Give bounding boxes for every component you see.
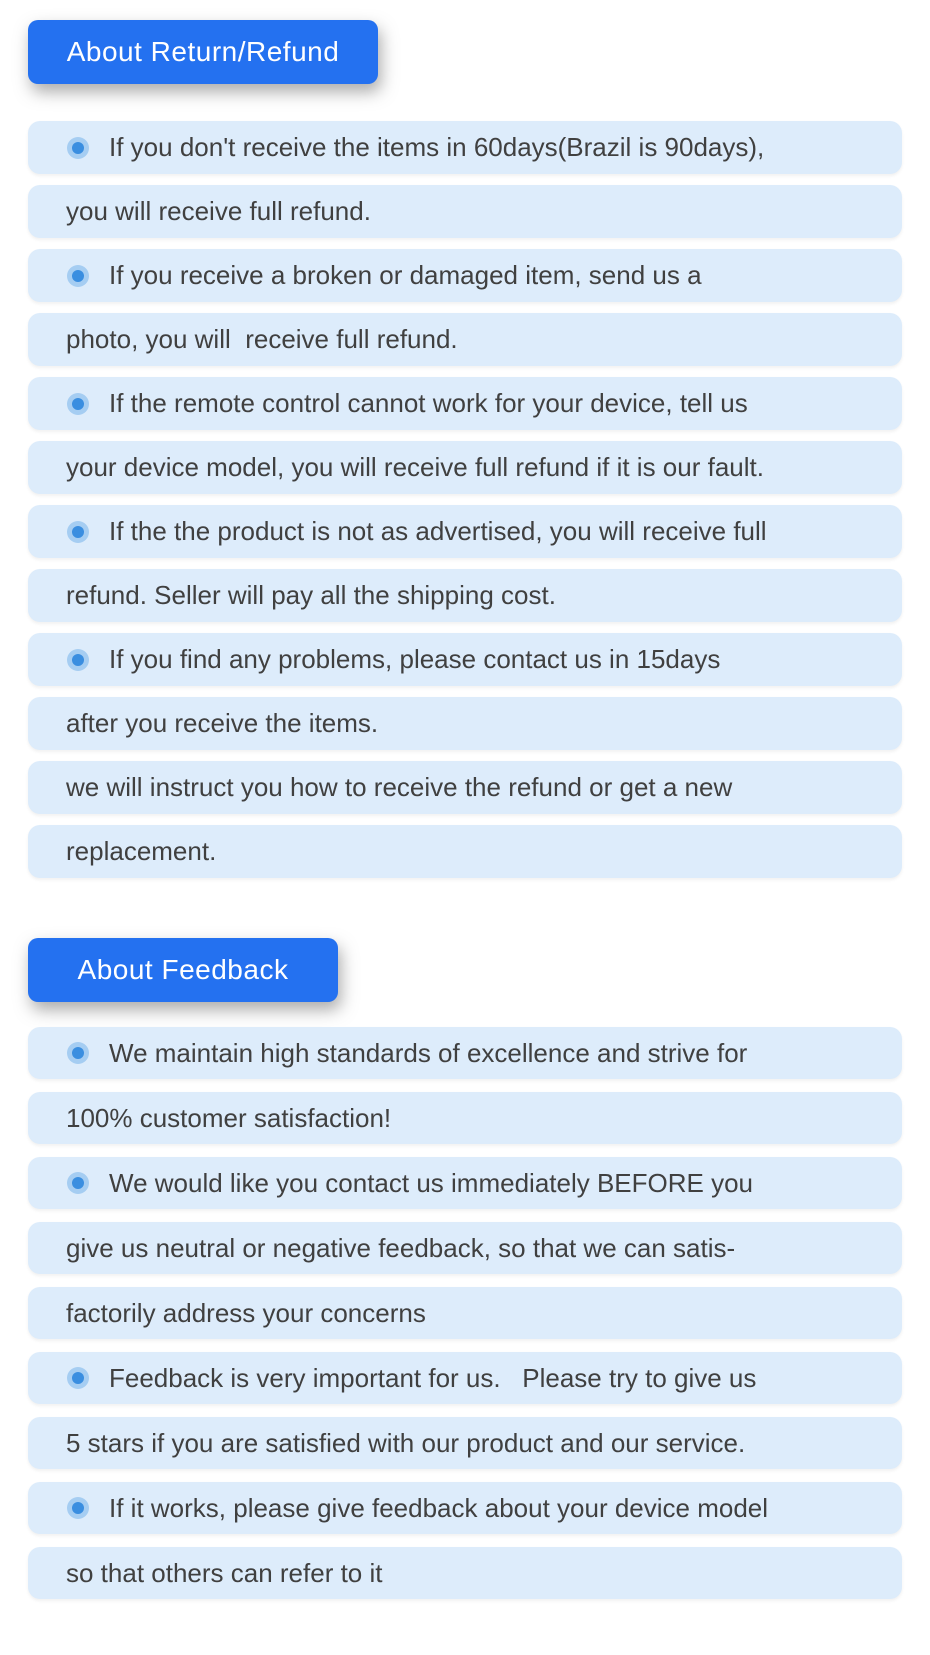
bullet-icon — [67, 393, 89, 415]
return-refund-list — [28, 121, 902, 878]
info-row-text: factorily address your concerns — [66, 1297, 426, 1328]
section-title: About Feedback — [77, 954, 289, 985]
feedback-list — [28, 1027, 902, 1599]
info-row — [28, 313, 902, 366]
info-row — [28, 1092, 902, 1144]
info-row-text: We maintain high standards of excellence and strive for — [109, 1037, 748, 1068]
info-row-text: If it works, please give feedback about your device model — [109, 1492, 769, 1523]
bullet-icon — [67, 521, 89, 543]
info-row — [28, 185, 902, 238]
info-row-text: If the remote control cannot work for your device, tell us — [109, 388, 748, 418]
info-row-text: photo, you will receive full refund. — [66, 324, 458, 354]
info-row — [28, 1482, 902, 1534]
info-row — [28, 825, 902, 878]
info-row-text: If the the product is not as advertised, you will receive full — [109, 516, 767, 546]
info-row-text: replacement. — [66, 836, 217, 866]
info-row-text: 5 stars if you are satisfied with our product and our service. — [66, 1427, 746, 1458]
info-row — [28, 1417, 902, 1469]
info-row — [28, 249, 902, 302]
info-row — [28, 1027, 902, 1079]
info-row — [28, 569, 902, 622]
info-row-text: 100% customer satisfaction! — [66, 1102, 392, 1133]
info-row-text: so that others can refer to it — [66, 1557, 383, 1588]
info-row-text: If you don't receive the items in 60days(Brazil is 90days), — [109, 132, 765, 162]
info-row — [28, 505, 902, 558]
section-title: About Return/Refund — [66, 36, 340, 67]
about-feedback-header — [28, 938, 338, 1002]
info-row — [28, 633, 902, 686]
bullet-icon — [67, 1172, 89, 1194]
info-row — [28, 441, 902, 494]
about-return-refund-header — [28, 20, 378, 84]
bullet-icon — [67, 1367, 89, 1389]
bullet-icon — [67, 649, 89, 671]
info-row-text: We would like you contact us immediately BEFORE you — [109, 1167, 754, 1198]
info-row — [28, 761, 902, 814]
info-row — [28, 1352, 902, 1404]
info-row — [28, 697, 902, 750]
bullet-icon — [67, 1042, 89, 1064]
info-row — [28, 1287, 902, 1339]
info-row-text: you will receive full refund. — [66, 196, 371, 226]
info-row-text: after you receive the items. — [66, 708, 379, 738]
bullet-icon — [67, 1497, 89, 1519]
info-row-text: If you find any problems, please contact us in 15days — [109, 644, 721, 674]
info-row — [28, 1222, 902, 1274]
info-row — [28, 377, 902, 430]
bullet-icon — [67, 137, 89, 159]
info-row — [28, 1547, 902, 1599]
info-row-text: Feedback is very important for us. Please try to give us — [109, 1362, 757, 1393]
info-row-text: refund. Seller will pay all the shipping cost. — [66, 580, 556, 610]
info-row-text: give us neutral or negative feedback, so that we can satis- — [66, 1232, 736, 1263]
info-row-text: If you receive a broken or damaged item, send us a — [109, 260, 702, 290]
info-row — [28, 1157, 902, 1209]
info-row — [28, 121, 902, 174]
bullet-icon — [67, 265, 89, 287]
info-row-text: we will instruct you how to receive the refund or get a new — [66, 772, 733, 802]
info-row-text: your device model, you will receive full refund if it is our fault. — [66, 452, 764, 482]
